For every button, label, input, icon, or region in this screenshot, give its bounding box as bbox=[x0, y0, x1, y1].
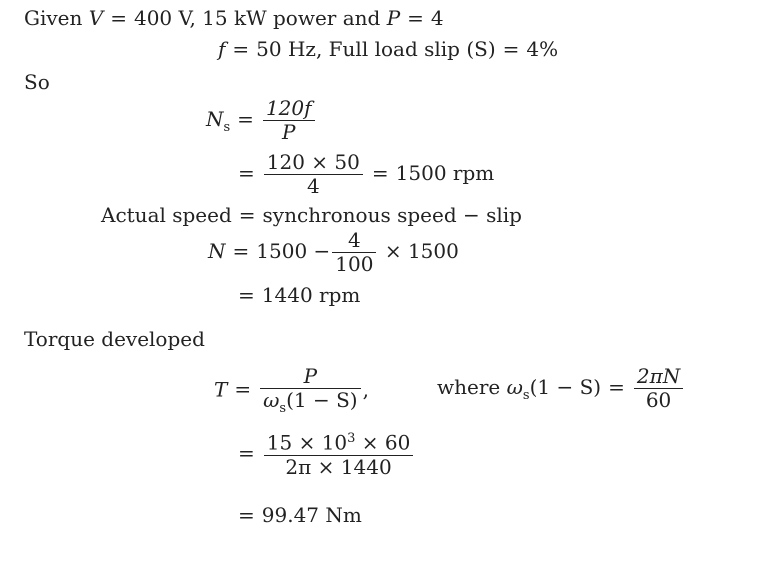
ns-equation: $N_s$ = $\frac{120f}{P}$ bbox=[206, 98, 317, 143]
ns-numerator: 120f bbox=[263, 98, 315, 121]
actual-speed-rhs: synchronous speed − slip bbox=[262, 203, 522, 227]
ns-calc-fraction bbox=[264, 152, 363, 197]
omega-numerator: 2πN bbox=[634, 366, 683, 389]
torque-calc-numerator: $15 \times 10^3 \times 60$ bbox=[264, 432, 414, 456]
where-omega: ω bbox=[506, 375, 523, 399]
torque-equation: T = $\frac{P}{\omega_s(1 - S)}$ , bbox=[214, 364, 369, 416]
n-result: 1440 rpm bbox=[261, 283, 361, 307]
where-clause: where $\omega_s(1 - S)$ = $\frac{2\pi N}{60}$ bbox=[437, 366, 685, 411]
where-slip-term: (1 − S) bbox=[529, 375, 602, 399]
torque-fraction bbox=[260, 366, 361, 416]
so-text: So bbox=[24, 70, 50, 94]
omega-fraction bbox=[634, 366, 683, 411]
p-value: 4 bbox=[430, 6, 444, 30]
torque-calc-denominator: 2π × 1440 bbox=[285, 454, 392, 479]
n-pre: 1500 − bbox=[256, 239, 331, 263]
n-result-line: = 1440 rpm bbox=[238, 283, 361, 307]
ns-symbol: N bbox=[206, 107, 224, 131]
p-symbol: P bbox=[386, 6, 401, 30]
slip-value: 4% bbox=[526, 37, 559, 61]
where-omega-subscript: s bbox=[522, 388, 530, 403]
n-post: × 1500 bbox=[384, 239, 459, 263]
f-value: 50 Hz, Full load slip bbox=[256, 37, 460, 61]
given-word: Given bbox=[24, 6, 83, 30]
n-symbol: N bbox=[208, 239, 226, 263]
torque-calc-fraction bbox=[264, 432, 414, 478]
t-symbol: T bbox=[214, 377, 228, 402]
v-value: 400 V, 15 kW power and bbox=[133, 6, 381, 30]
torque-numerator: P bbox=[260, 366, 361, 389]
torque-heading: Torque developed bbox=[24, 327, 205, 351]
given-line: Given V = 400 V, 15 kW power and P = 4 bbox=[24, 6, 444, 30]
slip-numerator: 4 bbox=[332, 230, 376, 253]
slip-fraction bbox=[332, 230, 376, 275]
actual-speed-label: Actual speed bbox=[101, 203, 232, 227]
v-symbol: V bbox=[88, 6, 104, 30]
torque-result-line: = 99.47 Nm bbox=[238, 503, 362, 527]
ns-result: 1500 rpm bbox=[395, 161, 495, 185]
slip-denominator: 100 bbox=[335, 252, 374, 276]
ns-calc-numerator: 120 × 50 bbox=[264, 152, 363, 175]
torque-comma: , bbox=[362, 377, 369, 402]
frequency-line: f = 50 Hz, Full load slip (S) = 4% bbox=[218, 37, 559, 61]
torque-denominator: $\omega_s(1 - S)$ bbox=[263, 388, 358, 416]
f-symbol: f bbox=[218, 37, 226, 61]
ns-calc-denominator: 4 bbox=[306, 174, 320, 198]
ns-subscript: s bbox=[223, 120, 231, 135]
torque-calculation: = $\frac{15 \times 10^3 \times 60}{2\pi \times 1440}$ bbox=[238, 432, 415, 478]
omega-denominator: 60 bbox=[645, 388, 672, 412]
ns-denominator: P bbox=[281, 120, 296, 144]
ns-calculation: = $\frac{120 \times 50}{4}$ = 1500 rpm bbox=[238, 150, 495, 198]
n-equation: N = 1500 − $\frac{4}{100}$ × 1500 bbox=[208, 228, 459, 276]
where-word: where bbox=[437, 375, 501, 399]
slip-symbol: (S) bbox=[466, 37, 496, 61]
torque-result: 99.47 Nm bbox=[261, 503, 362, 527]
ns-fraction bbox=[263, 98, 315, 143]
actual-speed-line: Actual speed = synchronous speed − slip bbox=[101, 203, 522, 227]
